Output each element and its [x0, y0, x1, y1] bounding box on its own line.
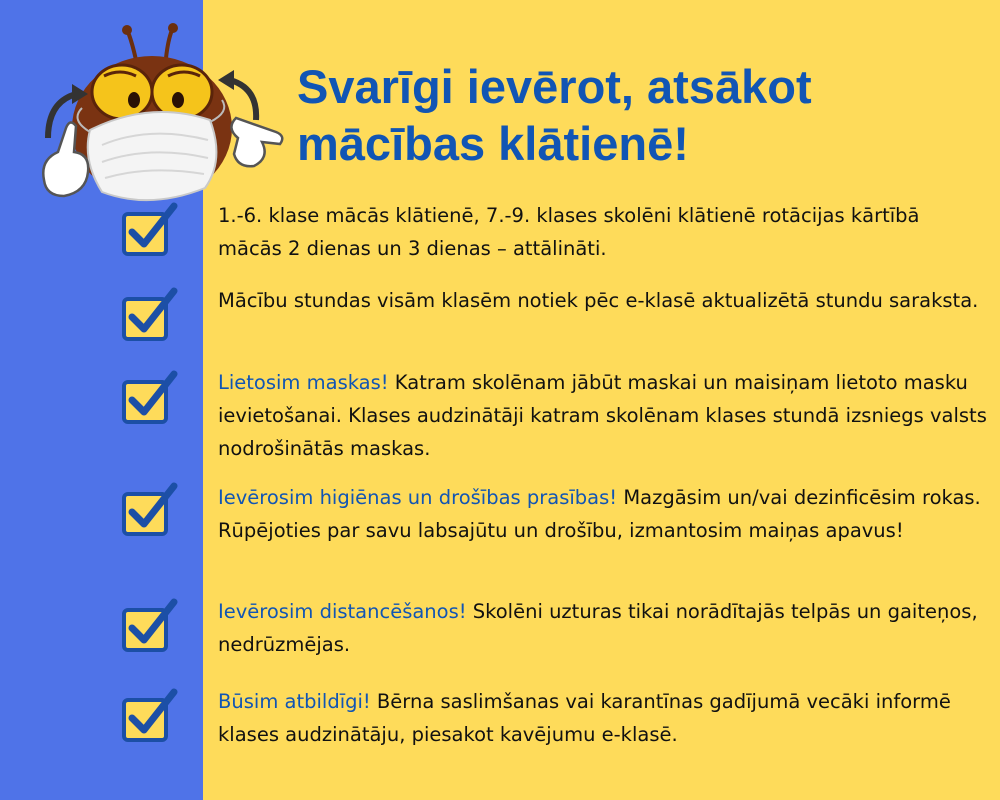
- item-text: Skolēni uzturas tikai norādītajās telpās un gaiteņos, nedrūzmējas.: [218, 600, 978, 656]
- item-text: Katram skolēnam jābūt maskai un maisiņam lietoto masku ievietošanai. Klases audzinātāji katram skolēnam klases stundā izsniegs valsts nodrošinātās maskas.: [218, 371, 987, 460]
- list-item: [218, 685, 988, 751]
- checkbox-checked-icon: [120, 370, 180, 426]
- checkbox-checked-icon: [120, 598, 180, 654]
- title-line-2: mācības klātienē!: [297, 117, 689, 170]
- checkbox-checked-icon: [120, 202, 180, 258]
- list-item: [218, 199, 988, 265]
- item-highlight: Ievērosim distancēšanos!: [218, 600, 467, 623]
- item-text: 1.-6. klase mācās klātienē, 7.-9. klases skolēni klātienē rotācijas kārtībā mācās 2 dienas un 3 dienas – attālināti.: [218, 204, 920, 260]
- item-text: Mācību stundas visām klasēm notiek pēc e-klasē aktualizētā stundu saraksta.: [218, 289, 979, 312]
- list-item: [218, 481, 988, 547]
- list-item: [218, 366, 988, 465]
- checkbox-checked-icon: [120, 688, 180, 744]
- item-highlight: Lietosim maskas!: [218, 371, 389, 394]
- page-title: [297, 58, 987, 172]
- masked-bee-icon: [30, 20, 300, 220]
- checkbox-checked-icon: [120, 287, 180, 343]
- item-highlight: Ievērosim higiēnas un drošības prasības!: [218, 486, 618, 509]
- list-item: [218, 595, 988, 661]
- item-text: Mazgāsim un/vai dezinficēsim rokas. Rūpējoties par savu labsajūtu un drošību, izmantosim maiņas apavus!: [218, 486, 981, 542]
- item-highlight: Būsim atbildīgi!: [218, 690, 371, 713]
- title-line-1: Svarīgi ievērot, atsākot: [297, 60, 812, 113]
- checkbox-checked-icon: [120, 482, 180, 538]
- list-item: [218, 284, 988, 317]
- item-text: Bērna saslimšanas vai karantīnas gadījumā vecāki informē klases audzinātāju, piesakot kavējumu e-klasē.: [218, 690, 951, 746]
